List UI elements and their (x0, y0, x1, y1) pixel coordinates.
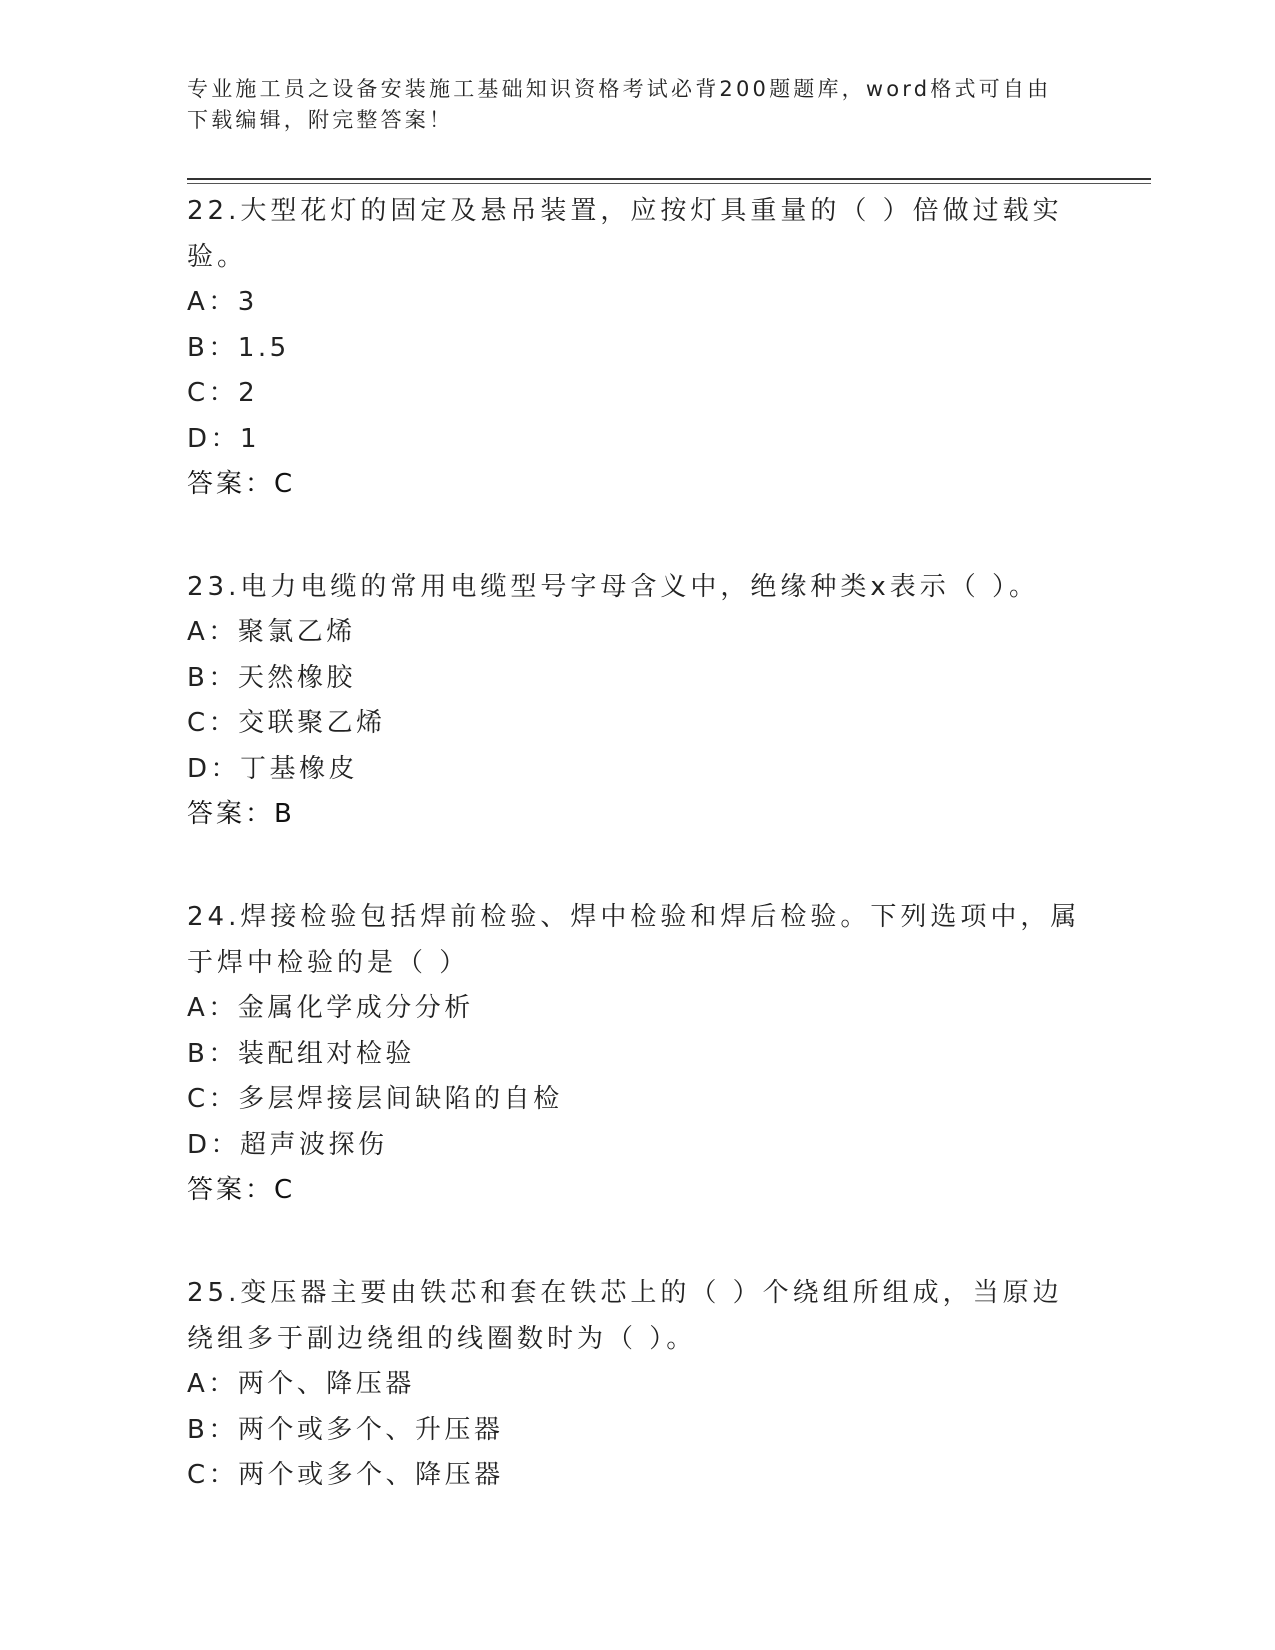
option-d: D：1 (187, 423, 261, 454)
option-a: A：3 (187, 287, 258, 317)
option-c: C：多层焊接层间缺陷的自检 (187, 1084, 563, 1114)
option-b: B：1.5 (187, 332, 290, 363)
question-24 (187, 894, 1087, 1212)
question-23 (187, 564, 1087, 836)
answer-text: 答案：B (187, 799, 295, 829)
option-d: D：超声波探伤 (187, 1129, 388, 1160)
question-25 (187, 1270, 1087, 1499)
header-divider-thick (187, 178, 1151, 180)
option-a: A：金属化学成分分析 (187, 993, 474, 1023)
question-text: 22.大型花灯的固定及悬吊装置，应按灯具重量的（ ）倍做过载实验。 (187, 196, 1063, 272)
question-list (187, 188, 1087, 1499)
option-c: C：2 (187, 378, 259, 408)
option-a: A：聚氯乙烯 (187, 617, 356, 647)
option-b: B：天然橡胶 (187, 662, 356, 693)
option-c: C：两个或多个、降压器 (187, 1460, 504, 1490)
question-spacer (187, 1212, 1087, 1270)
option-b: B：装配组对检验 (187, 1038, 415, 1069)
option-a: A：两个、降压器 (187, 1369, 415, 1399)
question-text: 23.电力电缆的常用电缆型号字母含义中，绝缘种类x表示（ ）。 (187, 572, 1040, 602)
answer-text: 答案：C (187, 469, 296, 499)
question-spacer (187, 836, 1087, 894)
option-d: D：丁基橡皮 (187, 753, 359, 784)
document-header: 专业施工员之设备安装施工基础知识资格考试必背200题题库，word格式可自由下载编辑，附完整答案！ (187, 77, 1052, 132)
option-c: C：交联聚乙烯 (187, 708, 386, 738)
header-divider-thin (187, 183, 1151, 184)
question-spacer (187, 506, 1087, 564)
question-text: 24.焊接检验包括焊前检验、焊中检验和焊后检验。下列选项中，属于焊中检验的是（ ） (187, 902, 1081, 978)
question-22 (187, 188, 1087, 506)
answer-text: 答案：C (187, 1175, 296, 1205)
option-b: B：两个或多个、升压器 (187, 1414, 504, 1445)
question-text: 25.变压器主要由铁芯和套在铁芯上的（ ）个绕组所组成，当原边绕组多于副边绕组的线圈数时为（ ）。 (187, 1278, 1063, 1354)
